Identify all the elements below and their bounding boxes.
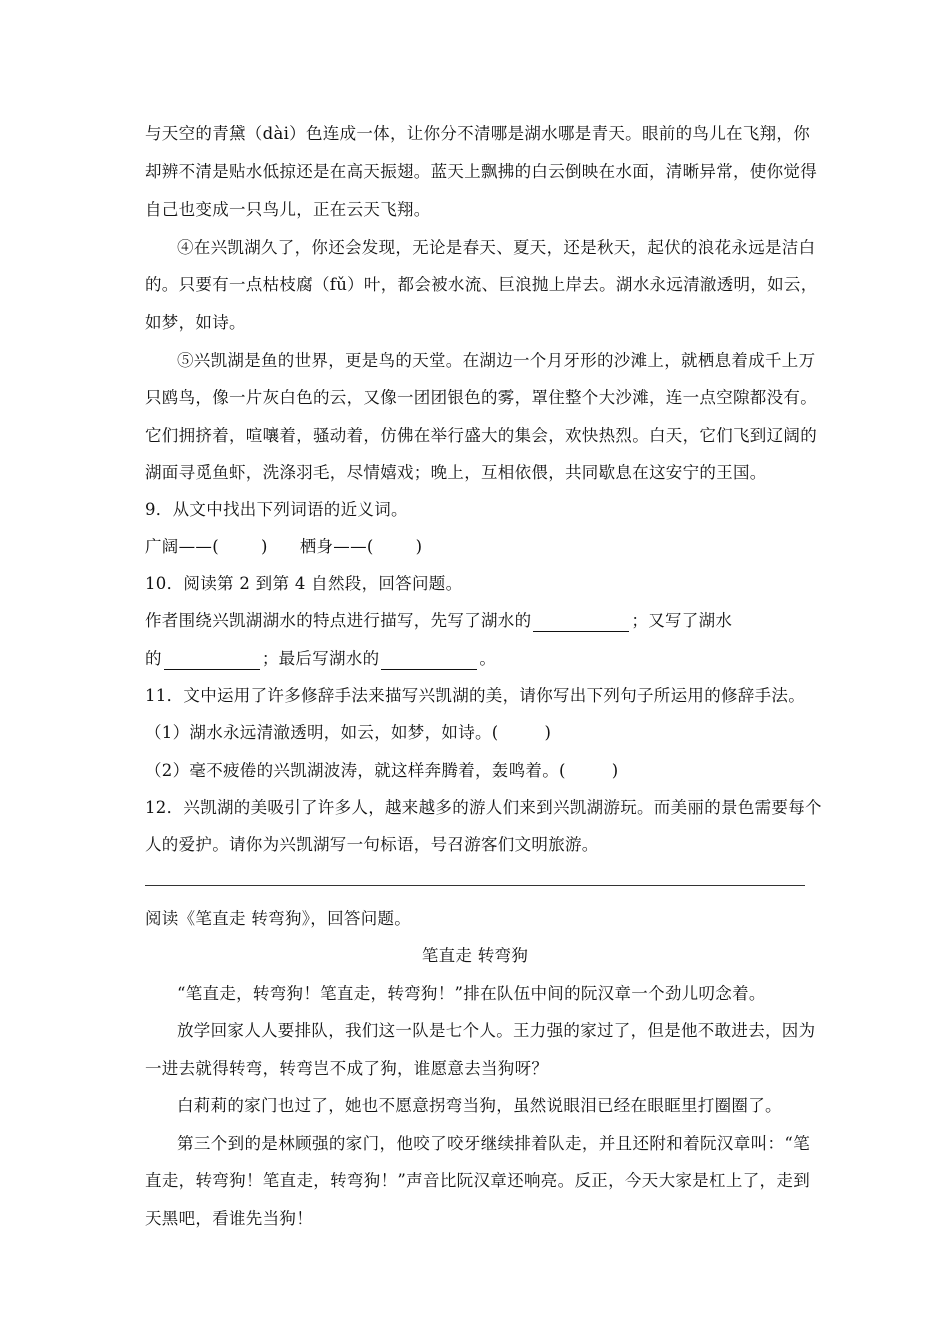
q9-word1: 广阔——(: [145, 537, 219, 556]
q10-blank-3[interactable]: [381, 651, 477, 670]
question-10-line2: 的 ；最后写湖水的 。: [145, 649, 497, 668]
question-10-stem: 10．阅读第 2 到第 4 自然段，回答问题。: [145, 574, 463, 593]
passage-line: ⑤兴凯湖是鱼的世界，更是鸟的天堂。在湖边一个月牙形的沙滩上，就栖息着成千上万: [177, 351, 816, 370]
q10-blank-1[interactable]: [533, 613, 629, 632]
passage2-line: 一进去就得转弯，转弯岂不成了狗，谁愿意去当狗呀？: [145, 1059, 549, 1078]
question-12-line1: 12．兴凯湖的美吸引了许多人，越来越多的游人们来到兴凯湖游玩。而美丽的景色需要每个: [145, 798, 822, 817]
passage2-intro: 阅读《笔直走 转弯狗》，回答问题。: [145, 909, 412, 928]
passage-line: 如梦，如诗。: [145, 313, 246, 332]
passage-line: 却辨不清是贴水低掠还是在高天振翅。蓝天上飘拂的白云倒映在水面，清晰异常，使你觉得: [145, 162, 817, 181]
passage2-line: 直走，转弯狗！笔直走，转弯狗！”声音比阮汉章还响亮。反正，今天大家是杠上了，走到: [145, 1171, 810, 1190]
passage-line: ④在兴凯湖久了，你还会发现，无论是春天、夏天，还是秋天，起伏的浪花永远是洁白: [177, 238, 816, 257]
passage-line: 湖面寻觅鱼虾，洗涤羽毛，尽情嬉戏；晚上，互相依偎，共同歇息在这安宁的王国。: [145, 463, 767, 482]
question-11-sentence-2: （2）毫不疲倦的兴凯湖波涛，就这样奔腾着，轰鸣着。( ): [145, 761, 619, 780]
q9-word2: 栖身——(: [299, 537, 374, 556]
passage-line: 的。只要有一点枯枝腐（fǔ）叶，都会被水流、巨浪抛上岸去。湖水永远清澈透明，如云，: [145, 275, 818, 294]
passage2-line: “笔直走，转弯狗！笔直走，转弯狗！”排在队伍中间的阮汉章一个劲儿叨念着。: [177, 984, 766, 1003]
question-11-sentence-1: （1）湖水永远清澈透明，如云，如梦，如诗。( ): [145, 723, 552, 742]
question-11-stem: 11．文中运用了许多修辞手法来描写兴凯湖的美，请你写出下列句子所运用的修辞手法。: [145, 686, 805, 705]
passage-line: 与天空的青黛（dài）色连成一体，让你分不清哪是湖水哪是青天。眼前的鸟儿在飞翔，你: [145, 124, 810, 143]
question-10-line1: 作者围绕兴凯湖湖水的特点进行描写，先写了湖水的 ；又写了湖水: [145, 611, 733, 630]
passage2-line: 第三个到的是林顾强的家门，他咬了咬牙继续排着队走，并且还附和着阮汉章叫：“笔: [177, 1134, 810, 1153]
section-divider: [145, 885, 805, 886]
question-12-line2: 人的爱护。请你为兴凯湖写一句标语，号召游客们文明旅游。: [145, 835, 599, 854]
passage-line: 它们拥挤着，喧嚷着，骚动着，仿佛在举行盛大的集会，欢快热烈。白天，它们飞到辽阔的: [145, 426, 817, 445]
passage2-title: 笔直走 转弯狗: [421, 946, 529, 965]
question-9-stem: 9．从文中找出下列词语的近义词。: [145, 500, 408, 519]
passage2-line: 天黑吧，看谁先当狗！: [145, 1209, 313, 1228]
passage2-line: 放学回家人人要排队，我们这一队是七个人。王力强的家过了，但是他不敢进去，因为: [177, 1021, 816, 1040]
passage-line: 只鸥鸟，像一片灰白色的云，又像一团团银色的雾，罩住整个大沙滩，连一点空隙都没有。: [145, 388, 817, 407]
passage2-line: 白莉莉的家门也过了，她也不愿意拐弯当狗，虽然说眼泪已经在眼眶里打圈圈了。: [177, 1096, 782, 1115]
q10-blank-2[interactable]: [164, 651, 260, 670]
passage-line: 自己也变成一只鸟儿，正在云天飞翔。: [145, 200, 431, 219]
question-9-words: 广阔——( ) 栖身——( ): [145, 537, 423, 556]
